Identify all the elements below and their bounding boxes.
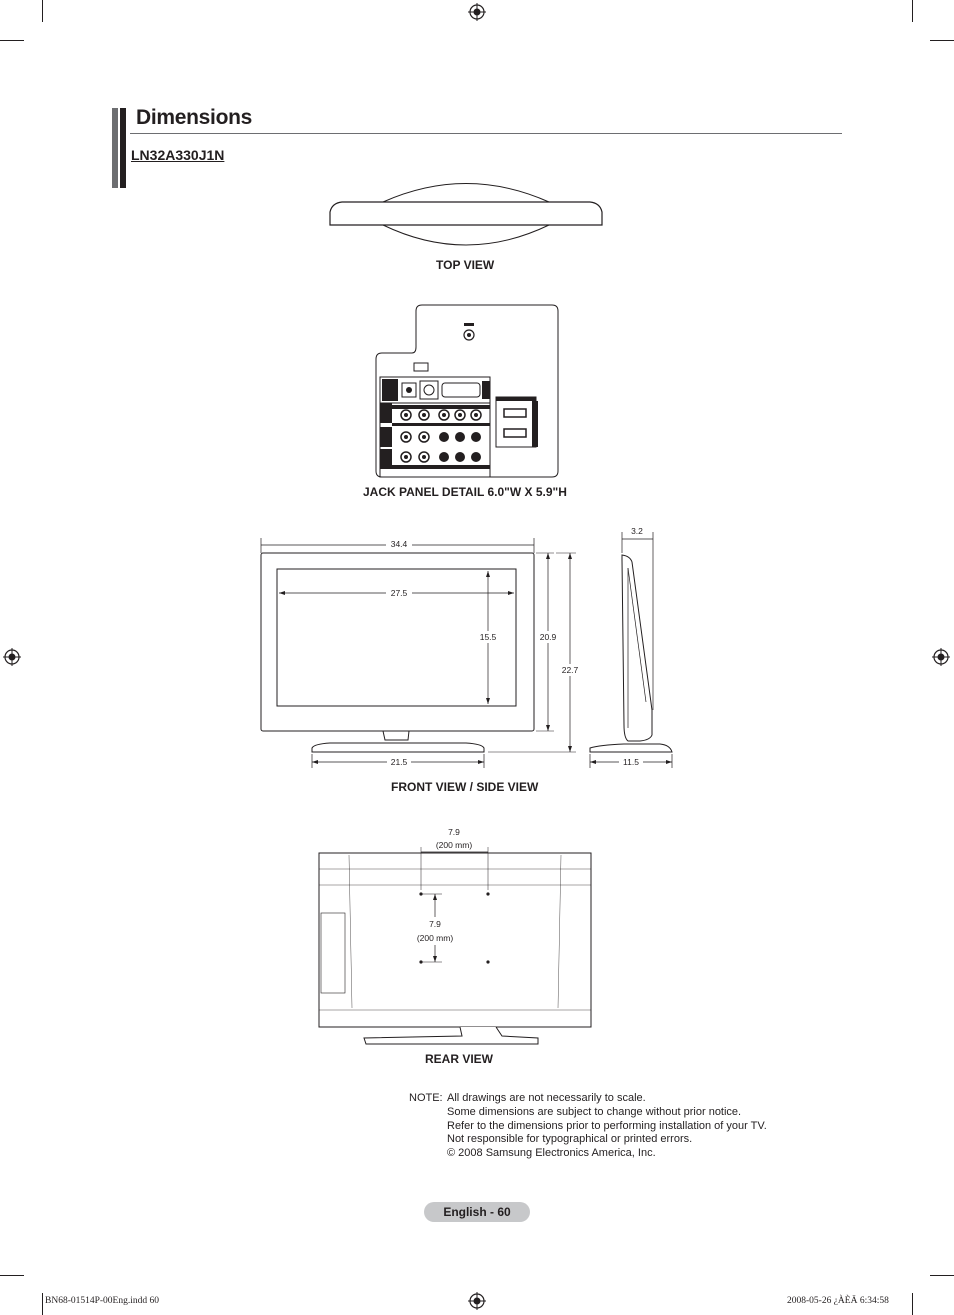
rear-view-caption: REAR VIEW [425,1052,494,1066]
model-number: LN32A330J1N [131,147,225,163]
dim-vesa-vertical: 7.9 [429,919,441,929]
note-line: Not responsible for typographical or printed errors. [447,1133,693,1145]
note-line: All drawings are not necessarily to scale. [447,1092,646,1104]
jack-panel-caption: JACK PANEL DETAIL 6.0"W X 5.9"H [363,485,567,499]
dim-vesa-vertical-mm: (200 mm) [416,933,454,943]
dim-depth-body: 3.2 [631,526,643,536]
dim-stand-width: 21.5 [390,757,408,767]
dim-screen-height: 15.5 [479,632,497,642]
timestamp-slug: 2008-05-26 ¿ÀÈÄ 6:34:58 [787,1296,889,1306]
note-line: © 2008 Samsung Electronics America, Inc. [447,1147,656,1159]
dim-vesa-horizontal: 7.9 [448,827,460,837]
note-line: Refer to the dimensions prior to performing installation of your TV. [447,1120,767,1132]
dim-depth-stand: 11.5 [623,757,639,767]
front-side-view-caption: FRONT VIEW / SIDE VIEW [391,780,539,794]
note-prefix: NOTE: [409,1092,443,1104]
dim-body-height: 20.9 [539,632,557,642]
file-slug: BN68-01514P-00Eng.indd 60 [45,1296,159,1306]
dim-overall-width: 34.4 [390,539,408,549]
top-view-caption: TOP VIEW [436,258,495,272]
dim-total-height: 22.7 [561,665,579,675]
page-title: Dimensions [136,106,253,129]
note-line: Some dimensions are subject to change without prior notice. [447,1106,742,1118]
page-number-badge: English - 60 [424,1202,530,1222]
dim-screen-width: 27.5 [390,588,408,598]
dim-vesa-horizontal-mm: (200 mm) [435,840,473,850]
